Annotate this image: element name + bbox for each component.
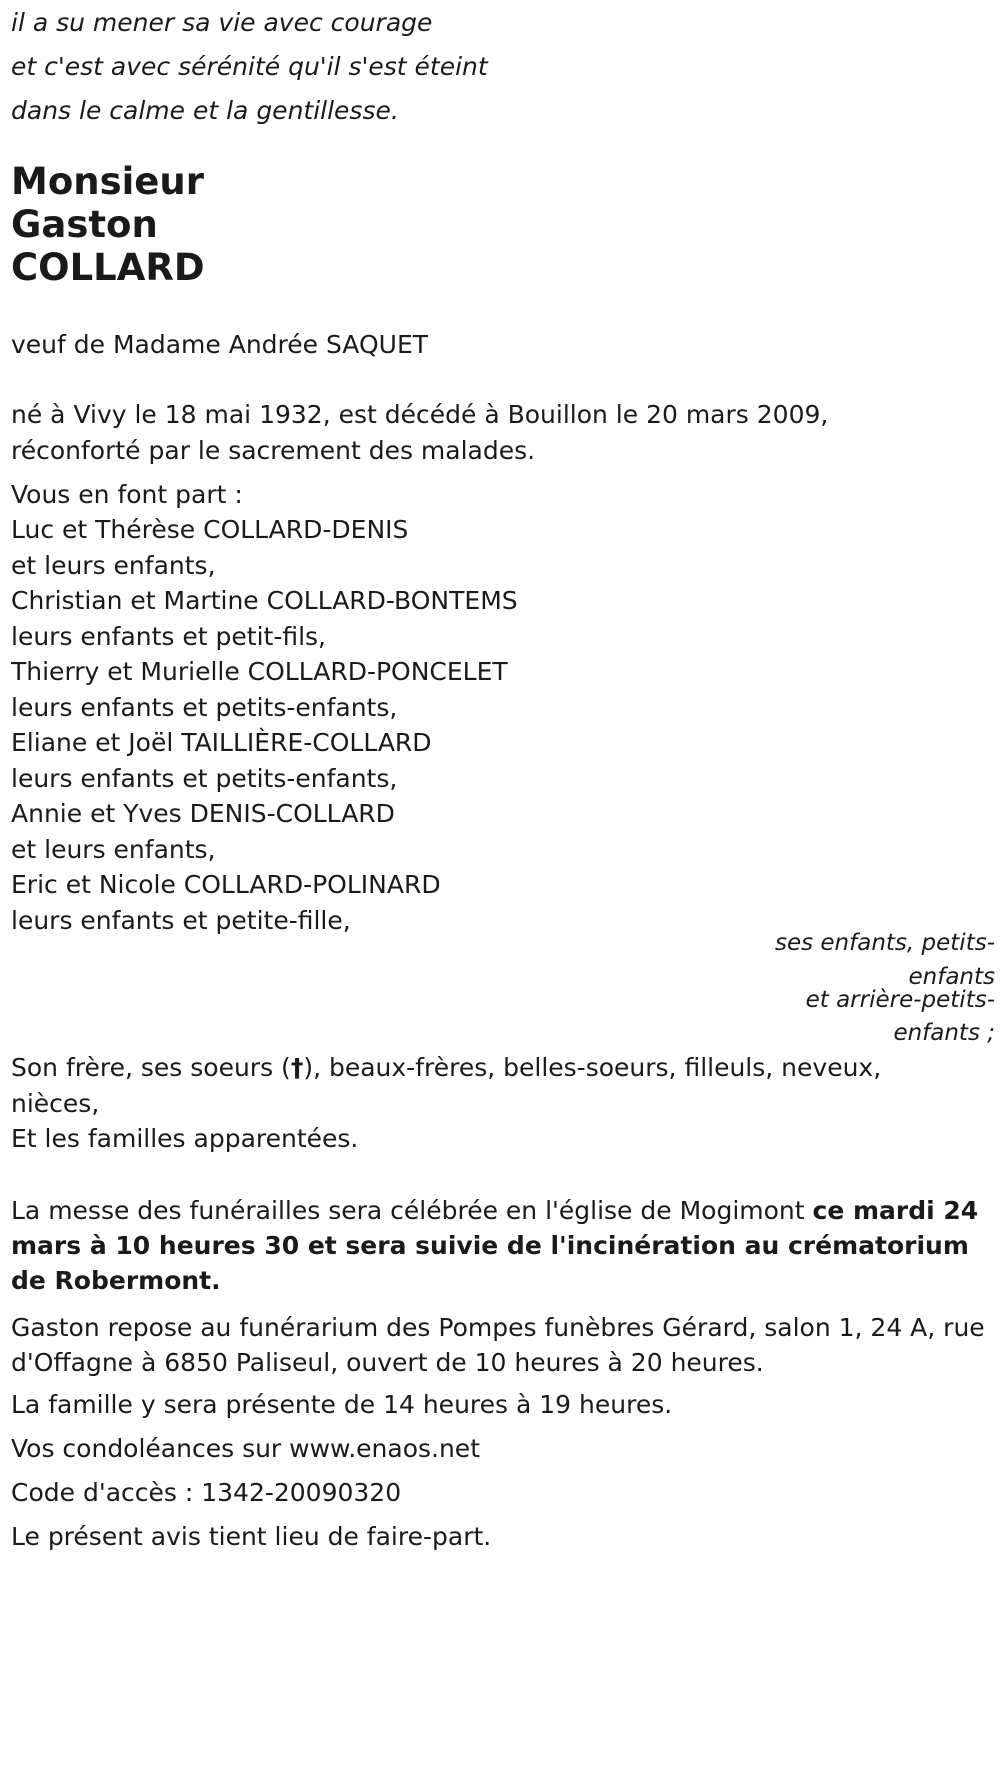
relatives-text-before-cross: Son frère, ses soeurs (: [11, 1053, 291, 1082]
descendants-line-4: enfants ;: [893, 1020, 995, 1046]
birth-death-line-1: né à Vivy le 18 mai 1932, est décédé à Bouillon le 20 mars 2009,: [11, 400, 829, 429]
relatives-line-3: Et les familles apparentées.: [11, 1124, 359, 1153]
announcer-line: leurs enfants et petits-enfants,: [11, 764, 398, 793]
announcer-line: Thierry et Murielle COLLARD-PONCELET: [11, 657, 508, 686]
intro-line-1: il a su mener sa vie avec courage: [11, 8, 433, 37]
funeral-details: ce mardi 24 mars à 10 heures 30 et sera suivie de l'incinération au crématorium de Robermont.: [11, 1196, 979, 1295]
birth-death-line-2: réconforté par le sacrement des malades.: [11, 436, 536, 465]
funeral-intro: La messe des funérailles sera célébrée en l'église de Mogimont: [11, 1196, 813, 1225]
intro-line-3: dans le calme et la gentillesse.: [11, 96, 399, 125]
resting-paragraph: Gaston repose au funérarium des Pompes funèbres Gérard, salon 1, 24 A, rue d'Offagne à 6850 Paliseul, ouvert de 10 heures à 20 heures.: [11, 1313, 985, 1377]
descendants-line-2: enfants: [908, 964, 995, 990]
announcer-line: et leurs enfants,: [11, 551, 216, 580]
deceased-last-name: COLLARD: [11, 246, 205, 289]
announcer-line: Annie et Yves DENIS-COLLARD: [11, 799, 395, 828]
condolences-line: Vos condoléances sur www.enaos.net: [11, 1434, 480, 1463]
funeral-paragraph: [11, 1193, 995, 1298]
closing-line: Le présent avis tient lieu de faire-part.: [11, 1522, 492, 1551]
relatives-line-1: [11, 1053, 881, 1083]
announcer-line: Eric et Nicole COLLARD-POLINARD: [11, 870, 441, 899]
relatives-text-after-cross: ), beaux-frères, belles-soeurs, filleuls, neveux,: [303, 1053, 882, 1082]
intro-line-2: et c'est avec sérénité qu'il s'est éteint: [11, 52, 488, 81]
announcer-line: Luc et Thérèse COLLARD-DENIS: [11, 515, 409, 544]
access-code: Code d'accès : 1342-20090320: [11, 1478, 402, 1507]
announcer-line: leurs enfants et petit-fils,: [11, 622, 327, 651]
announcer-line: leurs enfants et petits-enfants,: [11, 693, 398, 722]
descendants-line-3: et arrière-petits-: [805, 987, 995, 1013]
family-presence: La famille y sera présente de 14 heures à 19 heures.: [11, 1390, 673, 1419]
relatives-line-2: nièces,: [11, 1089, 100, 1118]
cross-icon: †: [290, 1053, 304, 1082]
announcer-line: Christian et Martine COLLARD-BONTEMS: [11, 586, 518, 615]
announcers-heading: Vous en font part :: [11, 480, 243, 509]
announcer-line: et leurs enfants,: [11, 835, 216, 864]
deceased-title: Monsieur: [11, 160, 204, 203]
widower-line: veuf de Madame Andrée SAQUET: [11, 330, 429, 359]
deceased-first-name: Gaston: [11, 203, 158, 246]
descendants-line-1: ses enfants, petits-: [774, 930, 995, 956]
announcer-line: Eliane et Joël TAILLIÈRE-COLLARD: [11, 728, 432, 757]
announcer-line: leurs enfants et petite-fille,: [11, 906, 351, 935]
